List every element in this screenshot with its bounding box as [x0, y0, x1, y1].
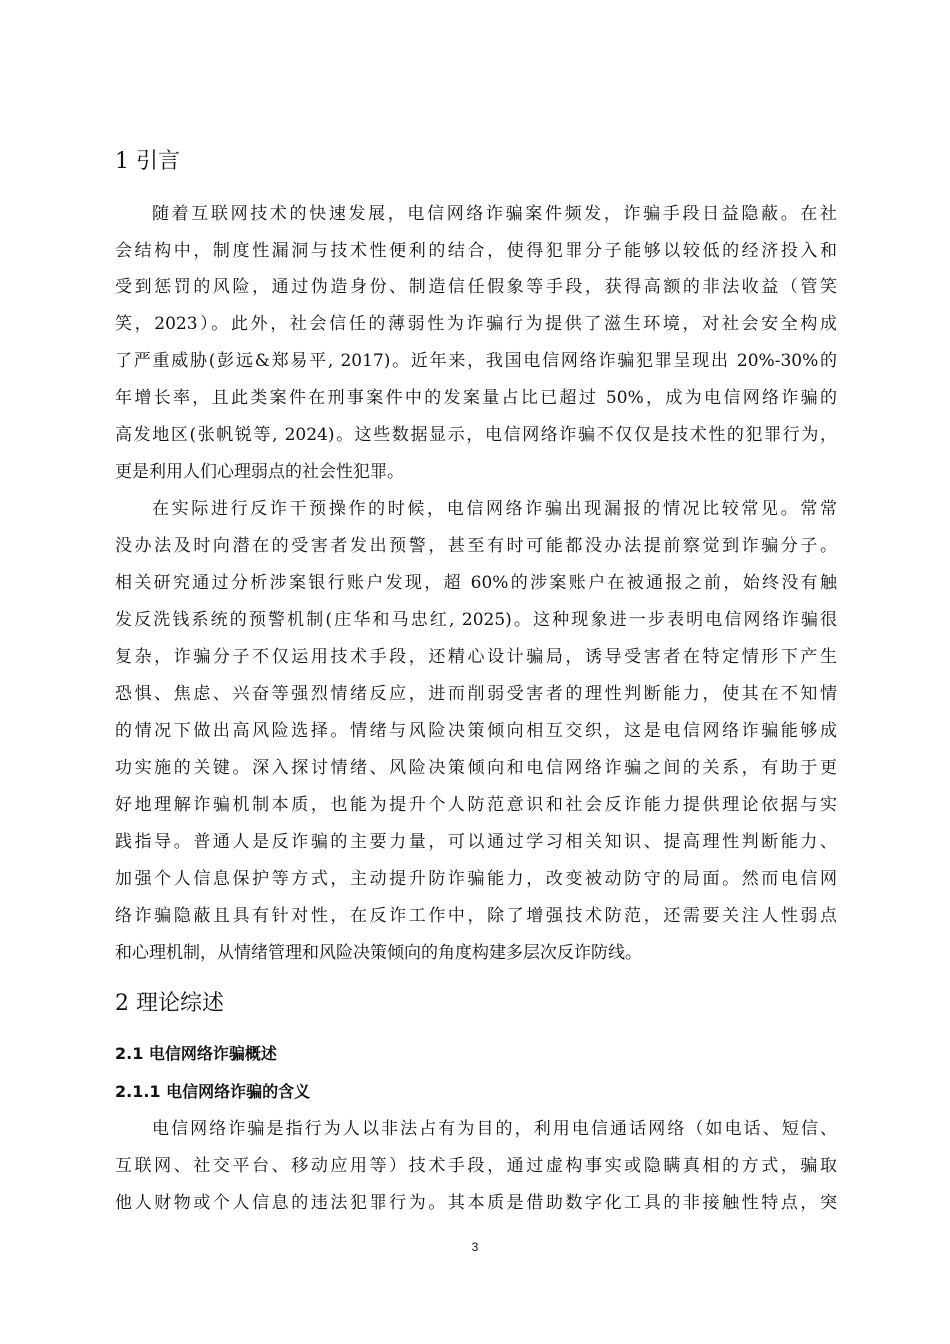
paragraph-line: 更是利用人们心理弱点的社会性犯罪。 — [115, 462, 404, 482]
paragraph-line: 受到惩罚的风险，通过伪造身份、制造信任假象等手段，获得高额的非法收益（管笑 — [115, 277, 837, 297]
subsubsection-heading: 2.1.1 电信网络诈骗的含义 — [115, 1082, 311, 1101]
subsection-heading: 2.1 电信网络诈骗概述 — [115, 1044, 277, 1063]
section-heading-intro: 1 引言 — [115, 149, 180, 174]
paragraph-line: 高发地区(张帆锐等, 2024)。这些数据显示，电信网络诈骗不仅仅是技术性的犯罪行为， — [115, 425, 837, 445]
paragraph-line: 复杂，诈骗分子不仅运用技术手段，还精心设计骗局，诱导受害者在特定情形下产生 — [115, 647, 837, 667]
paragraph-line: 相关研究通过分析涉案银行账户发现，超 60%的涉案账户在被通报之前，始终没有触 — [115, 573, 837, 593]
paragraph-line: 恐惧、焦虑、兴奋等强烈情绪反应，进而削弱受害者的理性判断能力，使其在不知情 — [115, 684, 837, 704]
paragraph-line: 互联网、社交平台、移动应用等）技术手段，通过虚构事实或隐瞒真相的方式，骗取 — [115, 1156, 837, 1176]
paragraph-line: 会结构中，制度性漏洞与技术性便利的结合，使得犯罪分子能够以较低的经济投入和 — [115, 241, 837, 261]
paragraph-line: 随着互联网技术的快速发展，电信网络诈骗案件频发，诈骗手段日益隐蔽。在社 — [152, 204, 837, 224]
paragraph-line: 的情况下做出高风险选择。情绪与风险决策倾向相互交织，这是电信网络诈骗能够成 — [115, 721, 837, 741]
paragraph-line: 络诈骗隐蔽且具有针对性，在反诈工作中，除了增强技术防范，还需要关注人性弱点 — [115, 906, 837, 926]
paragraph-line: 在实际进行反诈干预操作的时候，电信网络诈骗出现漏报的情况比较常见。常常 — [152, 499, 837, 519]
paragraph-line: 了严重威胁(彭远&郑易平, 2017)。近年来，我国电信网络诈骗犯罪呈现出 20%-30%的 — [115, 351, 837, 371]
paragraph-line: 年增长率，且此类案件在刑事案件中的发案量占比已超过 50%，成为电信网络诈骗的 — [115, 388, 837, 408]
paragraph-line: 没办法及时向潜在的受害者发出预警，甚至有时可能都没办法提前察觉到诈骗分子。 — [115, 536, 837, 556]
paragraph-line: 好地理解诈骗机制本质，也能为提升个人防范意识和社会反诈能力提供理论依据与实 — [115, 795, 837, 815]
paragraph-line: 加强个人信息保护等方式，主动提升防诈骗能力，改变被动防守的局面。然而电信网 — [115, 869, 837, 889]
paragraph-line: 践指导。普通人是反诈骗的主要力量，可以通过学习相关知识、提高理性判断能力、 — [115, 832, 837, 852]
section-heading-theory: 2 理论综述 — [115, 991, 224, 1016]
paragraph-line: 功实施的关键。深入探讨情绪、风险决策倾向和电信网络诈骗之间的关系，有助于更 — [115, 758, 837, 778]
paragraph-line: 他人财物或个人信息的违法犯罪行为。其本质是借助数字化工具的非接触性特点，突 — [115, 1193, 837, 1213]
paragraph-line: 笑，2023）。此外，社会信任的薄弱性为诈骗行为提供了滋生环境，对社会安全构成 — [115, 314, 837, 334]
paragraph-line: 电信网络诈骗是指行为人以非法占有为目的，利用电信通话网络（如电话、短信、 — [152, 1119, 837, 1139]
page-number: 3 — [471, 1240, 479, 1254]
paragraph-line: 和心理机制，从情绪管理和风险决策倾向的角度构建多层次反诈防线。 — [115, 943, 642, 963]
paragraph-line: 发反洗钱系统的预警机制(庄华和马忠红, 2025)。这种现象进一步表明电信网络诈骗很 — [115, 610, 837, 630]
